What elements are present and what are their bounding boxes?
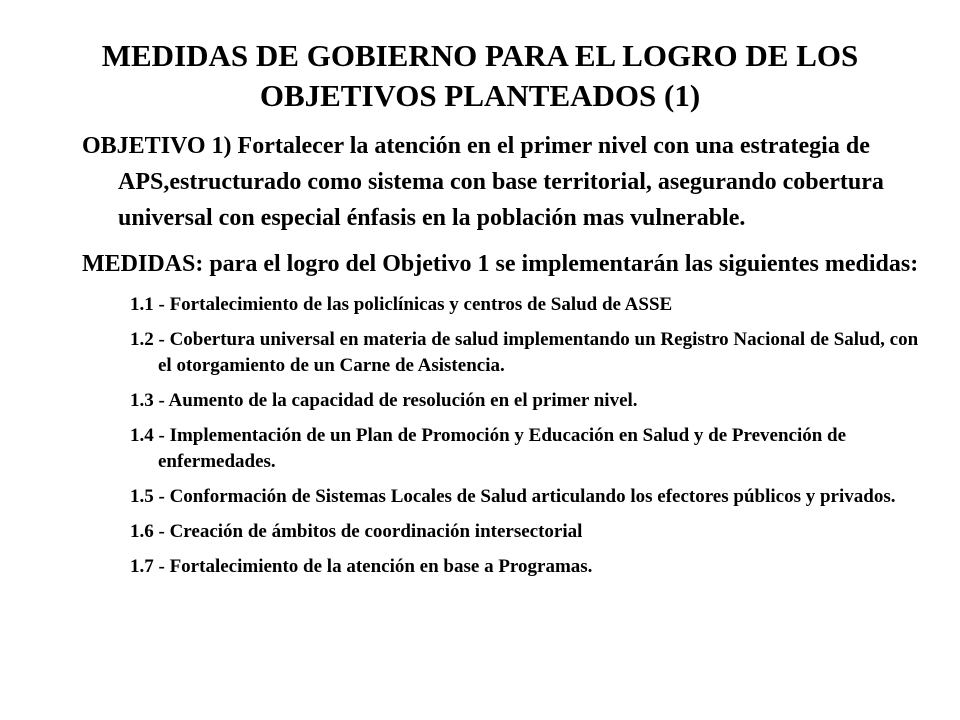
measures-list <box>130 292 922 580</box>
measures-intro: MEDIDAS: para el logro del Objetivo 1 se implementarán las siguientes medidas: <box>82 251 919 277</box>
measure-item: 1.3 - Aumento de la capacidad de resolución en el primer nivel. <box>130 390 638 411</box>
slide-title: MEDIDAS DE GOBIERNO PARA EL LOGRO DE LOS OBJETIVOS PLANTEADOS (1) <box>101 38 859 113</box>
objective-paragraph: OBJETIVO 1) Fortalecer la atención en el primer nivel con una estrategia de APS,estructurado como sistema con base territorial, asegurando cobertura universal con especial énfasis en la población mas vulnerable. <box>82 133 884 231</box>
measure-item: 1.6 - Creación de ámbitos de coordinación intersectorial <box>130 521 583 542</box>
measure-item: 1.4 - Implementación de un Plan de Promoción y Educación en Salud y de Prevención de enfermedades. <box>130 425 847 472</box>
slide-body <box>82 128 922 589</box>
measure-item: 1.7 - Fortalecimiento de la atención en base a Programas. <box>130 556 593 577</box>
measure-item: 1.1 - Fortalecimiento de las policlínicas y centros de Salud de ASSE <box>130 294 673 315</box>
measure-item: 1.5 - Conformación de Sistemas Locales de Salud articulando los efectores públicos y privados. <box>130 486 896 507</box>
measure-item: 1.2 - Cobertura universal en materia de salud implementando un Registro Nacional de Salud, con el otorgamiento de un Carne de Asistencia. <box>130 329 919 376</box>
